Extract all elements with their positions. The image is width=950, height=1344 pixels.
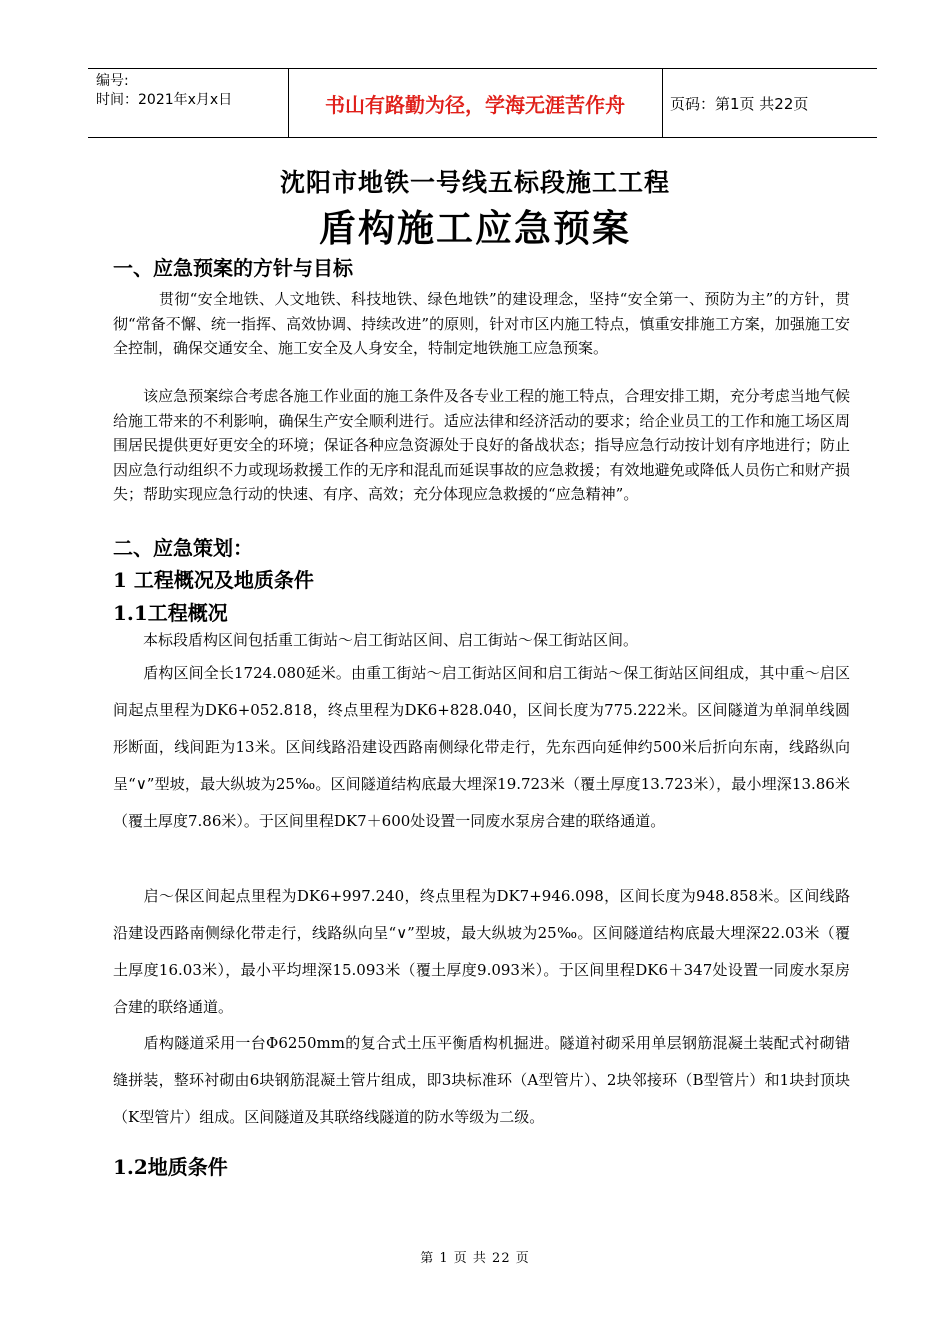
section-3-2-heading: 1.2地质条件	[113, 1155, 228, 1179]
header-motto: 书山有路勤为径，学海无涯苦作舟	[288, 69, 663, 137]
time-label: 时间：2021年x月x日	[96, 92, 233, 108]
header-meta-cell	[88, 69, 289, 137]
section-3-1-paragraph-2: 盾构区间全长1724.080延米。由重工街站～启工街站区间和启工街站～保工街站区间组成，其中重～启区间起点里程为DK6+052.818，终点里程为DK6+828.040，区间长度为775.222米。区间隧道为单洞单线圆形断面，线间距为13米。区间线路沿建设西路南侧绿化带走行，先东西向延伸约500米后折向东南，线路纵向呈“∨”型坡，最大纵坡为25‰。区间隧道结构底最大埋深19.723米（覆土厚度13.723米），最小埋深13.86米（覆土厚度7.86米）。于区间里程DK7＋600处设置一同废水泵房合建的联络通道。	[113, 664, 850, 830]
section-3-1-paragraph-4: 盾构隧道采用一台Φ6250mm的复合式土压平衡盾构机掘进。隧道衬砌采用单层钢筋混凝土装配式衬砌错缝拼装，整环衬砌由6块钢筋混凝土管片组成，即3块标准环（A型管片）、2块邻接环（B型管片）和1块封顶块（K型管片）组成。区间隧道及其联络线隧道的防水等级为二级。	[113, 1034, 850, 1126]
number-label: 编号:	[96, 73, 129, 89]
section-3-heading: 1 工程概况及地质条件	[113, 568, 314, 592]
page-footer: 第 1 页 共 22 页	[420, 1251, 530, 1266]
document-title: 盾构施工应急预案	[319, 206, 631, 250]
section-1-paragraph-1: 贯彻“安全地铁、人文地铁、科技地铁、绿色地铁”的建设理念，坚持“安全第一、预防为主”的方针，贯彻“常备不懈、统一指挥、高效协调、持续改进”的原则，针对市区内施工特点，慎重安排施工方案，加强施工安全控制，确保交通安全、施工安全及人身安全，特制定地铁施工应急预案。	[113, 290, 850, 357]
section-3-1-heading: 1.1工程概况	[113, 601, 228, 625]
section-1-heading: 一、应急预案的方针与目标	[113, 256, 353, 280]
section-3-1-paragraph-3: 启～保区间起点里程为DK6+997.240，终点里程为DK7+946.098，区间长度为948.858米。区间线路沿建设西路南侧绿化带走行，线路纵向呈“∨”型坡，最大纵坡为25‰。区间隧道结构底最大埋深22.03米（覆土厚度16.03米），最小平均埋深15.093米（覆土厚度9.093米）。于区间里程DK6＋347处设置一同废水泵房合建的联络通道。	[113, 887, 850, 1016]
section-2-heading: 二、应急策划：	[113, 536, 253, 560]
document-subtitle: 沈阳市地铁一号线五标段施工工程	[279, 168, 670, 197]
document-header	[88, 68, 877, 138]
section-3-1-paragraph-1: 本标段盾构区间包括重工街站～启工街站区间、启工街站～保工街站区间。	[113, 631, 639, 649]
header-page-info: 页码：第1页 共22页	[670, 94, 809, 113]
section-1-paragraph-2: 该应急预案综合考虑各施工作业面的施工条件及各专业工程的施工特点，合理安排工期，充分考虑当地气候给施工带来的不利影响，确保生产安全顺利进行。适应法律和经济活动的要求；给企业员工的工作和施工场区周围居民提供更好更安全的环境；保证各种应急资源处于良好的备战状态；指导应急行动按计划有序地进行；防止因应急行动组织不力或现场救援工作的无序和混乱而延误事故的应急救援；有效地避免或降低人员伤亡和财产损失；帮助实现应急行动的快速、有序、高效；充分体现应急救援的“应急精神”。	[113, 387, 850, 503]
